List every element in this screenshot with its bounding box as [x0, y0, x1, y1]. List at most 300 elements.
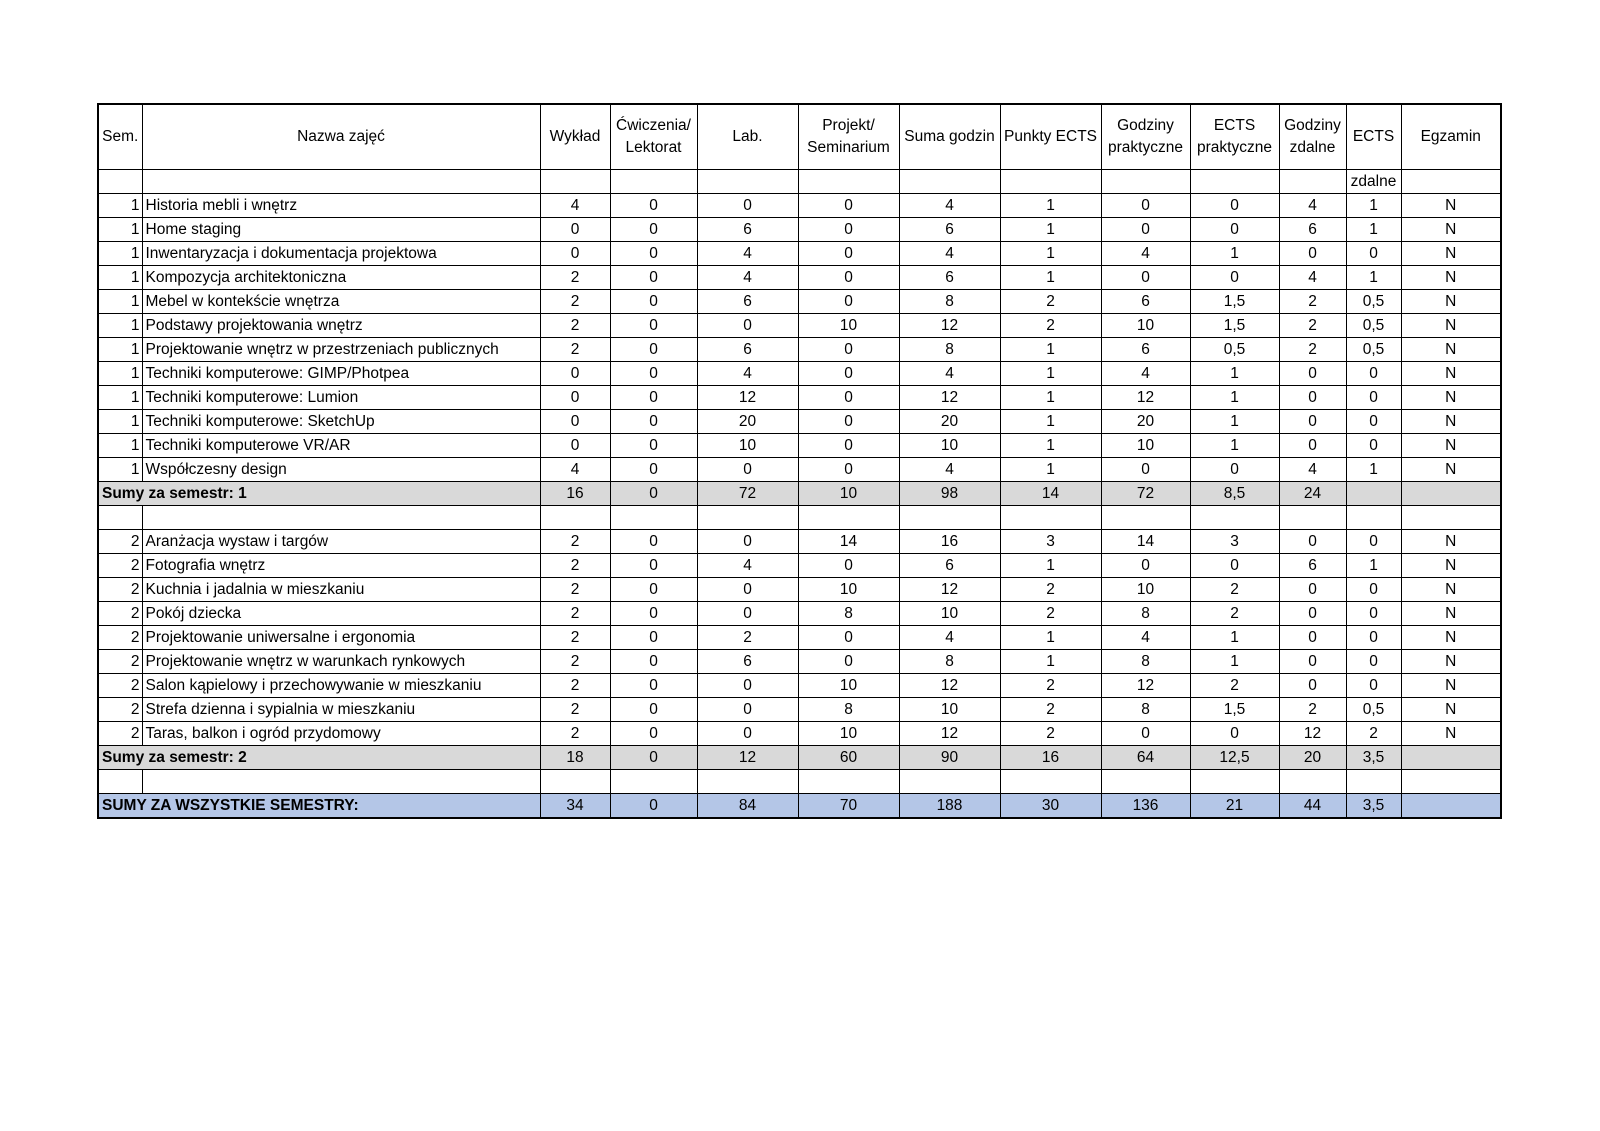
column-header: Godziny zdalne: [1279, 104, 1346, 170]
empty-cell: [1101, 170, 1190, 194]
table-cell: 2: [540, 530, 610, 554]
table-cell: 4: [1101, 626, 1190, 650]
column-header: Ćwiczenia/ Lektorat: [610, 104, 697, 170]
table-cell: 6: [899, 218, 1000, 242]
table-cell: 0: [610, 530, 697, 554]
table-cell: 4: [1101, 362, 1190, 386]
table-cell: 0: [697, 458, 798, 482]
empty-cell: [1000, 770, 1101, 794]
table-cell: 0: [1190, 554, 1279, 578]
table-cell: 0: [610, 674, 697, 698]
table-row: [98, 602, 1501, 626]
table-cell: 10: [899, 434, 1000, 458]
table-cell: 0: [610, 362, 697, 386]
table-cell: 1: [1000, 242, 1101, 266]
table-cell: 0: [610, 722, 697, 746]
column-header: Lab.: [697, 104, 798, 170]
table-cell: 0: [798, 458, 899, 482]
table-cell: 0: [1279, 386, 1346, 410]
table-cell: N: [1401, 554, 1501, 578]
table-cell: N: [1401, 386, 1501, 410]
table-cell: 0: [697, 578, 798, 602]
table-cell: 14: [1101, 530, 1190, 554]
sum-cell: 14: [1000, 482, 1101, 506]
table-cell: 0: [1346, 242, 1401, 266]
empty-cell: [697, 170, 798, 194]
course-name-cell: Salon kąpielowy i przechowywanie w mieszkaniu: [142, 674, 540, 698]
empty-cell: [1279, 770, 1346, 794]
table-cell: 12: [1101, 674, 1190, 698]
table-cell: N: [1401, 722, 1501, 746]
table-cell: 0: [610, 554, 697, 578]
curriculum-table: [97, 103, 1502, 819]
table-cell: 12: [899, 578, 1000, 602]
semester-cell: 2: [98, 722, 142, 746]
table-cell: 2: [540, 578, 610, 602]
table-cell: 0: [1346, 650, 1401, 674]
table-cell: 10: [798, 578, 899, 602]
table-cell: 0: [1346, 578, 1401, 602]
table-cell: 4: [1279, 266, 1346, 290]
table-cell: 0: [697, 722, 798, 746]
table-cell: 1: [1190, 410, 1279, 434]
course-name-cell: Strefa dzienna i sypialnia w mieszkaniu: [142, 698, 540, 722]
sum-cell: 18: [540, 746, 610, 770]
empty-cell: [1190, 770, 1279, 794]
table-cell: 4: [899, 362, 1000, 386]
empty-cell: [142, 170, 540, 194]
grand-total-row: [98, 794, 1501, 819]
table-cell: 6: [1279, 218, 1346, 242]
sum-cell: 60: [798, 746, 899, 770]
table-cell: 2: [1000, 290, 1101, 314]
table-cell: 2: [1190, 602, 1279, 626]
sum-cell: 64: [1101, 746, 1190, 770]
table-cell: 1: [1346, 266, 1401, 290]
table-cell: 0: [798, 434, 899, 458]
table-cell: 0: [610, 194, 697, 218]
table-row: [98, 410, 1501, 434]
table-cell: 8: [1101, 602, 1190, 626]
sum-cell: 10: [798, 482, 899, 506]
table-cell: 0: [610, 458, 697, 482]
semester-cell: 1: [98, 194, 142, 218]
column-header: ECTS: [1346, 104, 1401, 170]
table-cell: 1: [1000, 386, 1101, 410]
table-cell: 1: [1000, 458, 1101, 482]
table-cell: 0,5: [1346, 698, 1401, 722]
table-cell: 0: [1101, 722, 1190, 746]
empty-cell: [899, 170, 1000, 194]
table-cell: 2: [1000, 674, 1101, 698]
table-cell: N: [1401, 218, 1501, 242]
course-name-cell: Techniki komputerowe VR/AR: [142, 434, 540, 458]
table-cell: 1: [1346, 218, 1401, 242]
table-cell: 6: [697, 338, 798, 362]
table-cell: 4: [899, 458, 1000, 482]
empty-cell: [610, 506, 697, 530]
table-cell: 0: [1190, 722, 1279, 746]
empty-cell: [1401, 770, 1501, 794]
table-cell: N: [1401, 578, 1501, 602]
empty-cell: [697, 770, 798, 794]
table-cell: 0: [610, 578, 697, 602]
semester-cell: 1: [98, 290, 142, 314]
course-name-cell: Inwentaryzacja i dokumentacja projektowa: [142, 242, 540, 266]
semester-cell: 1: [98, 362, 142, 386]
sum-cell: 8,5: [1190, 482, 1279, 506]
table-cell: 0: [798, 242, 899, 266]
empty-cell: [540, 506, 610, 530]
table-cell: 0: [1346, 626, 1401, 650]
table-cell: N: [1401, 194, 1501, 218]
table-cell: 1: [1190, 650, 1279, 674]
sum-cell: 16: [540, 482, 610, 506]
empty-cell: [1000, 506, 1101, 530]
empty-cell: [540, 770, 610, 794]
table-cell: 0,5: [1190, 338, 1279, 362]
course-name-cell: Techniki komputerowe: SketchUp: [142, 410, 540, 434]
table-cell: 2: [540, 338, 610, 362]
table-cell: 0: [610, 602, 697, 626]
column-header: Suma godzin: [899, 104, 1000, 170]
sum-cell: [1401, 746, 1501, 770]
table-body: [98, 170, 1501, 819]
table-cell: 0: [1346, 602, 1401, 626]
empty-cell: [610, 770, 697, 794]
table-cell: 0,5: [1346, 338, 1401, 362]
table-row: [98, 626, 1501, 650]
header-row: [98, 104, 1501, 170]
sum-cell: [1401, 794, 1501, 819]
empty-cell: [1401, 170, 1501, 194]
table-cell: 4: [540, 458, 610, 482]
sum-label: Sumy za semestr: 2: [98, 746, 540, 770]
column-header: ECTS praktyczne: [1190, 104, 1279, 170]
table-cell: 0: [1279, 674, 1346, 698]
table-cell: 0: [610, 410, 697, 434]
table-cell: 20: [697, 410, 798, 434]
table-cell: 0: [798, 218, 899, 242]
course-name-cell: Techniki komputerowe: GIMP/Photpea: [142, 362, 540, 386]
semester-cell: 2: [98, 578, 142, 602]
semester-cell: 1: [98, 242, 142, 266]
sum-cell: 12: [697, 746, 798, 770]
table-cell: N: [1401, 650, 1501, 674]
table-cell: 6: [899, 554, 1000, 578]
table-cell: 2: [1000, 698, 1101, 722]
table-cell: N: [1401, 314, 1501, 338]
table-cell: 2: [1190, 578, 1279, 602]
empty-cell: [1279, 506, 1346, 530]
empty-cell: [798, 170, 899, 194]
table-cell: 1: [1000, 434, 1101, 458]
table-cell: 2: [1000, 578, 1101, 602]
table-cell: 4: [1279, 458, 1346, 482]
table-cell: 4: [540, 194, 610, 218]
table-cell: 1: [1000, 218, 1101, 242]
table-cell: 8: [899, 650, 1000, 674]
table-cell: N: [1401, 602, 1501, 626]
empty-cell: [697, 506, 798, 530]
empty-cell: [798, 506, 899, 530]
column-header: Punkty ECTS: [1000, 104, 1101, 170]
table-cell: 1: [1190, 434, 1279, 458]
sum-cell: 90: [899, 746, 1000, 770]
table-cell: 0: [1101, 218, 1190, 242]
course-name-cell: Współczesny design: [142, 458, 540, 482]
table-cell: N: [1401, 626, 1501, 650]
course-name-cell: Pokój dziecka: [142, 602, 540, 626]
sum-cell: 3,5: [1346, 794, 1401, 819]
table-row: [98, 242, 1501, 266]
sum-cell: 34: [540, 794, 610, 819]
table-cell: 2: [540, 698, 610, 722]
table-cell: 0: [540, 362, 610, 386]
table-cell: 10: [1101, 578, 1190, 602]
table-cell: 10: [697, 434, 798, 458]
table-cell: 0: [610, 650, 697, 674]
column-header: Sem.: [98, 104, 142, 170]
table-cell: 14: [798, 530, 899, 554]
zdalne-subheader-row: [98, 170, 1501, 194]
empty-cell: [1190, 170, 1279, 194]
table-cell: 0: [1346, 434, 1401, 458]
table-cell: 10: [1101, 314, 1190, 338]
table-cell: 2: [540, 674, 610, 698]
spacer-row: [98, 506, 1501, 530]
table-cell: 4: [899, 194, 1000, 218]
table-row: [98, 362, 1501, 386]
table-cell: 12: [899, 314, 1000, 338]
table-cell: N: [1401, 530, 1501, 554]
sum-cell: 12,5: [1190, 746, 1279, 770]
table-cell: 1: [1190, 386, 1279, 410]
semester-cell: 1: [98, 338, 142, 362]
table-cell: 4: [697, 266, 798, 290]
table-cell: 0: [610, 434, 697, 458]
sum-cell: 84: [697, 794, 798, 819]
semester-cell: 2: [98, 530, 142, 554]
sum-cell: 44: [1279, 794, 1346, 819]
table-cell: 1: [1190, 362, 1279, 386]
sum-cell: 24: [1279, 482, 1346, 506]
table-cell: 1,5: [1190, 290, 1279, 314]
table-cell: 0: [1190, 458, 1279, 482]
table-row: [98, 386, 1501, 410]
table-cell: 0: [798, 386, 899, 410]
table-cell: 0: [1279, 530, 1346, 554]
table-cell: 0: [697, 698, 798, 722]
table-cell: 6: [1279, 554, 1346, 578]
table-cell: 10: [899, 602, 1000, 626]
table-cell: 0: [610, 218, 697, 242]
column-header: Egzamin: [1401, 104, 1501, 170]
empty-cell: [1000, 170, 1101, 194]
sum-cell: [1401, 482, 1501, 506]
table-cell: 2: [540, 266, 610, 290]
table-cell: 0: [540, 410, 610, 434]
course-name-cell: Projektowanie uniwersalne i ergonomia: [142, 626, 540, 650]
table-cell: 12: [899, 722, 1000, 746]
column-header: Nazwa zajęć: [142, 104, 540, 170]
table-cell: 8: [798, 698, 899, 722]
semester-cell: 1: [98, 386, 142, 410]
table-cell: 0: [697, 194, 798, 218]
table-row: [98, 698, 1501, 722]
table-cell: N: [1401, 362, 1501, 386]
table-cell: 0: [1190, 194, 1279, 218]
table-cell: 2: [540, 650, 610, 674]
table-cell: 4: [899, 242, 1000, 266]
semester-cell: 2: [98, 674, 142, 698]
table-cell: 0: [798, 626, 899, 650]
table-cell: 0: [798, 290, 899, 314]
table-cell: 0: [1190, 266, 1279, 290]
semester-cell: 1: [98, 266, 142, 290]
table-cell: 6: [1101, 338, 1190, 362]
table-cell: 2: [1279, 290, 1346, 314]
table-cell: 0: [540, 242, 610, 266]
empty-cell: [1401, 506, 1501, 530]
table-cell: 1: [1000, 650, 1101, 674]
table-row: [98, 314, 1501, 338]
table-header: [98, 104, 1501, 170]
table-cell: 1: [1346, 458, 1401, 482]
table-cell: 1: [1000, 626, 1101, 650]
semester-sum-row: [98, 482, 1501, 506]
table-cell: 0: [610, 290, 697, 314]
sum-label: Sumy za semestr: 1: [98, 482, 540, 506]
table-cell: 2: [1190, 674, 1279, 698]
table-cell: 2: [1279, 338, 1346, 362]
course-name-cell: Techniki komputerowe: Lumion: [142, 386, 540, 410]
table-cell: 6: [697, 218, 798, 242]
table-cell: 0: [1279, 362, 1346, 386]
table-cell: N: [1401, 290, 1501, 314]
table-cell: 0: [540, 434, 610, 458]
empty-cell: [540, 170, 610, 194]
table-cell: 1: [1000, 554, 1101, 578]
table-cell: 0: [1279, 434, 1346, 458]
course-name-cell: Historia mebli i wnętrz: [142, 194, 540, 218]
table-cell: 0,5: [1346, 314, 1401, 338]
sum-cell: 3,5: [1346, 746, 1401, 770]
table-cell: 0: [697, 314, 798, 338]
table-cell: 0: [798, 650, 899, 674]
table-cell: 1: [1000, 194, 1101, 218]
table-cell: 10: [798, 314, 899, 338]
sum-cell: 16: [1000, 746, 1101, 770]
table-cell: 2: [697, 626, 798, 650]
table-cell: 2: [1000, 314, 1101, 338]
sum-cell: 70: [798, 794, 899, 819]
table-cell: 0: [1346, 410, 1401, 434]
table-cell: 2: [540, 602, 610, 626]
table-cell: 12: [899, 674, 1000, 698]
table-cell: N: [1401, 434, 1501, 458]
table-cell: 2: [1346, 722, 1401, 746]
empty-cell: [899, 506, 1000, 530]
table-cell: 2: [540, 626, 610, 650]
table-cell: 3: [1000, 530, 1101, 554]
sum-cell: 136: [1101, 794, 1190, 819]
semester-cell: 1: [98, 458, 142, 482]
table-cell: 2: [540, 722, 610, 746]
table-cell: 0: [540, 218, 610, 242]
table-cell: 0: [1279, 410, 1346, 434]
table-cell: 1: [1190, 242, 1279, 266]
table-cell: 1,5: [1190, 314, 1279, 338]
course-name-cell: Mebel w kontekście wnętrza: [142, 290, 540, 314]
empty-cell: [1346, 770, 1401, 794]
table-cell: 0: [610, 266, 697, 290]
table-cell: N: [1401, 266, 1501, 290]
table-cell: 0: [540, 386, 610, 410]
empty-cell: [98, 506, 142, 530]
table-cell: 1: [1346, 194, 1401, 218]
empty-cell: [1346, 506, 1401, 530]
table-cell: 10: [899, 698, 1000, 722]
table-cell: 0: [1279, 242, 1346, 266]
table-cell: 0: [798, 362, 899, 386]
table-cell: 0: [610, 314, 697, 338]
semester-cell: 2: [98, 698, 142, 722]
table-cell: 0: [610, 386, 697, 410]
semester-cell: 2: [98, 554, 142, 578]
semester-cell: 2: [98, 626, 142, 650]
table-cell: 0: [697, 674, 798, 698]
sum-cell: 20: [1279, 746, 1346, 770]
table-cell: 1: [1000, 266, 1101, 290]
column-header: Wykład: [540, 104, 610, 170]
table-cell: 0: [1101, 554, 1190, 578]
table-cell: 4: [899, 626, 1000, 650]
table-cell: 0: [798, 410, 899, 434]
table-cell: 12: [1279, 722, 1346, 746]
table-cell: 6: [697, 650, 798, 674]
table-row: [98, 578, 1501, 602]
sum-cell: 188: [899, 794, 1000, 819]
semester-cell: 1: [98, 314, 142, 338]
table-row: [98, 674, 1501, 698]
table-cell: 0: [610, 698, 697, 722]
table-cell: 2: [1279, 314, 1346, 338]
sum-cell: 98: [899, 482, 1000, 506]
table-cell: 2: [540, 290, 610, 314]
table-row: [98, 194, 1501, 218]
table-cell: 10: [798, 674, 899, 698]
course-name-cell: Fotografia wnętrz: [142, 554, 540, 578]
sum-cell: 0: [610, 482, 697, 506]
table-cell: 1: [1000, 410, 1101, 434]
table-cell: 6: [697, 290, 798, 314]
empty-cell: [98, 170, 142, 194]
semester-cell: 1: [98, 410, 142, 434]
sum-label: SUMY ZA WSZYSTKIE SEMESTRY:: [98, 794, 540, 819]
table-cell: 0: [1279, 650, 1346, 674]
table-cell: 1: [1346, 554, 1401, 578]
course-name-cell: Projektowanie wnętrz w warunkach rynkowych: [142, 650, 540, 674]
semester-cell: 2: [98, 650, 142, 674]
table-row: [98, 458, 1501, 482]
table-cell: 8: [899, 338, 1000, 362]
table-cell: 0: [1346, 386, 1401, 410]
table-cell: 0: [798, 554, 899, 578]
course-name-cell: Podstawy projektowania wnętrz: [142, 314, 540, 338]
table-cell: 2: [540, 314, 610, 338]
table-cell: 0: [1101, 458, 1190, 482]
